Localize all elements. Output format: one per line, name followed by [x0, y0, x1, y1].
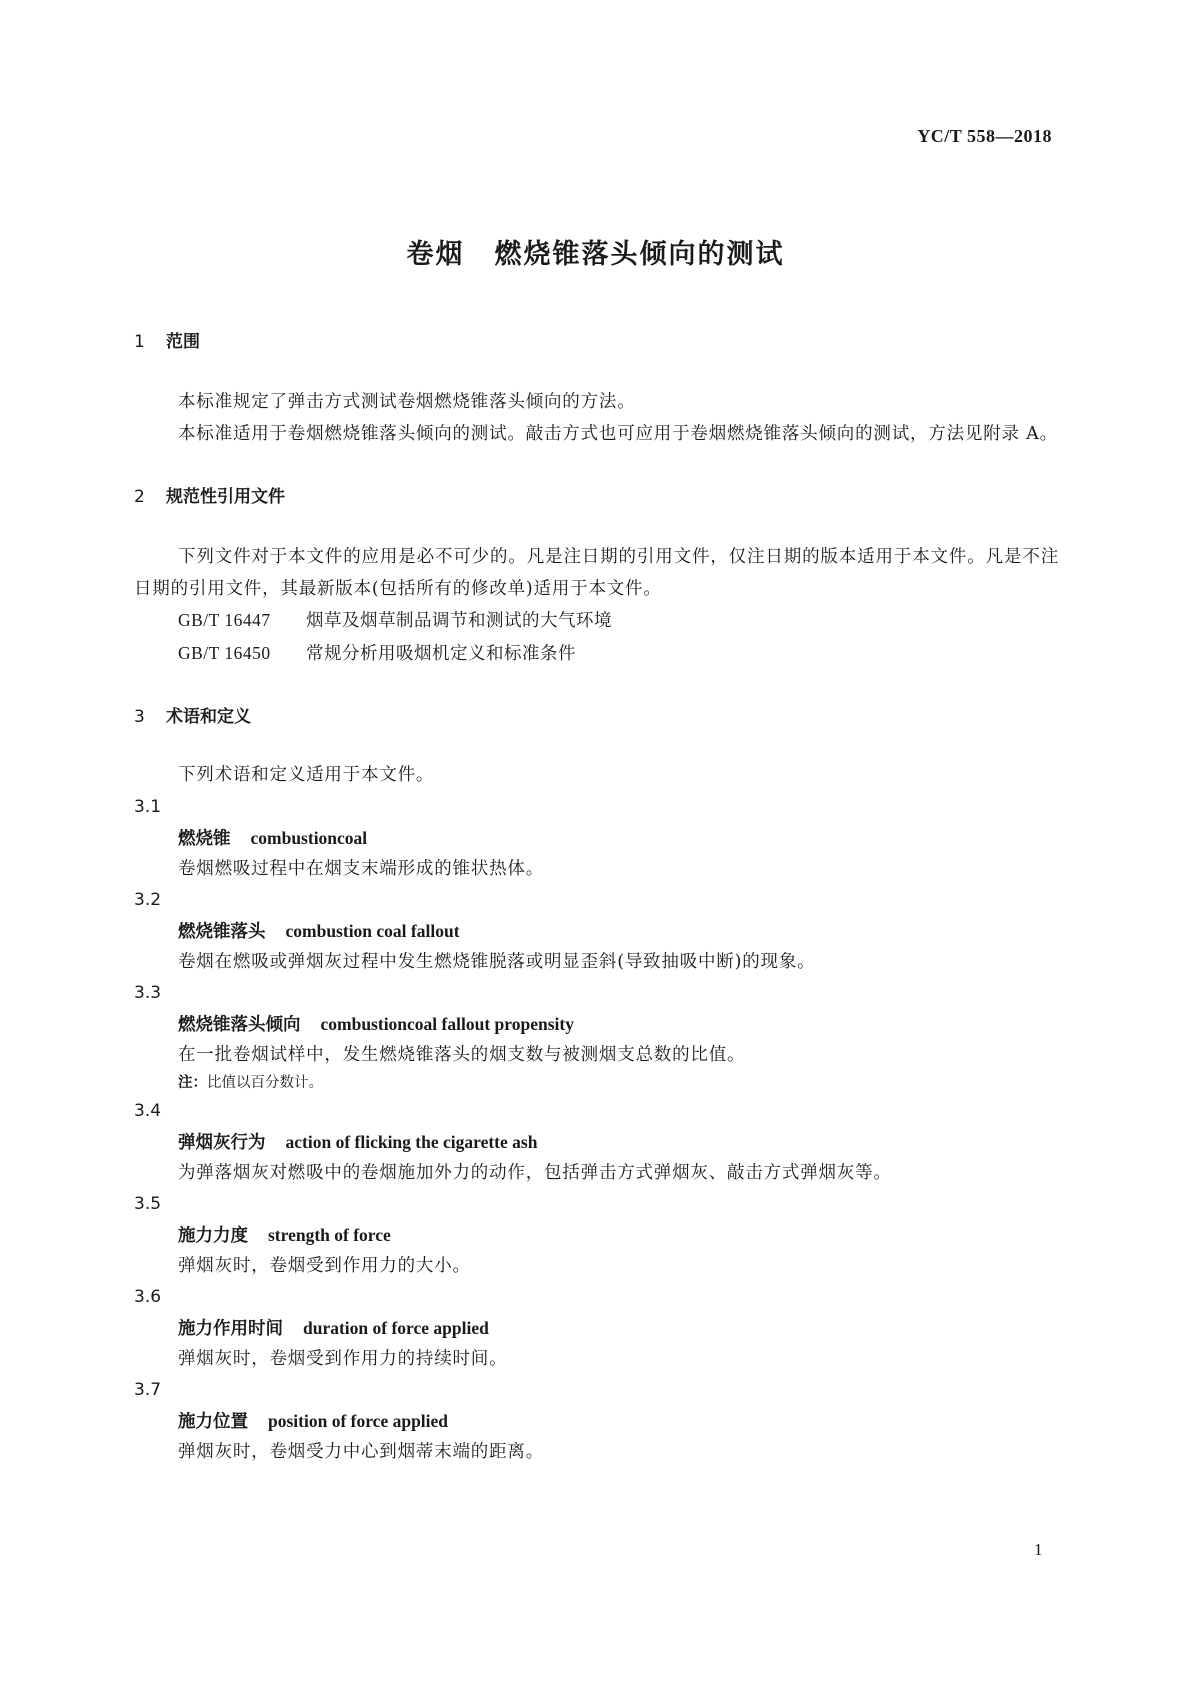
section-body-normative-references [134, 542, 1059, 670]
term-definition: 弹烟灰时，卷烟受到作用力的持续时间。 [178, 1348, 508, 1369]
term-name-en: combustioncoal fallout propensity [320, 1013, 574, 1034]
term-name [134, 1127, 1059, 1158]
reference-item [134, 638, 1059, 671]
term-name-en: strength of force [268, 1224, 391, 1245]
paragraph: 下列文件对于本文件的应用是必不可少的。凡是注日期的引用文件，仅注日期的版本适用于本文件。凡是不注日期的引用文件，其最新版本(包括所有的修改单)适用于本文件。 [134, 547, 1059, 599]
section-number: 3 [134, 707, 145, 727]
document-body [134, 330, 1059, 1468]
term-number: 3.7 [134, 1379, 162, 1400]
term-name-en: combustioncoal [250, 827, 368, 848]
title-part-1: 卷烟 [406, 239, 465, 270]
section-title: 规范性引用文件 [166, 487, 285, 507]
paragraph: 本标准适用于卷烟燃烧锥落头倾向的测试。敲击方式也可应用于卷烟燃烧锥落头倾向的测试，方法见附录 A。 [178, 423, 1058, 444]
term-number: 3.2 [134, 889, 162, 910]
term-definition: 为弹落烟灰对燃吸中的卷烟施加外力的动作，包括弹击方式弹烟灰、敲击方式弹烟灰等。 [178, 1162, 892, 1183]
section-body-terms-definitions [134, 760, 1059, 1468]
term-name-en: action of flicking the cigarette ash [285, 1131, 538, 1152]
term-name [134, 823, 1059, 854]
term-definition: 在一批卷烟试样中，发生燃烧锥落头的烟支数与被测烟支总数的比值。 [178, 1044, 746, 1065]
term-name [134, 1009, 1059, 1040]
section-title: 术语和定义 [166, 707, 251, 727]
standard-code: YC/T 558—2018 [917, 126, 1052, 146]
section-heading-terms-definitions [134, 705, 1059, 729]
term-name [134, 1406, 1059, 1437]
term-definition: 卷烟在燃吸或弹烟灰过程中发生燃烧锥脱落或明显歪斜(导致抽吸中断)的现象。 [178, 951, 816, 972]
section-heading-normative-references [134, 485, 1059, 509]
section-number: 1 [134, 332, 145, 352]
paragraph: 本标准规定了弹击方式测试卷烟燃烧锥落头倾向的方法。 [178, 392, 636, 412]
term-name-zh: 施力作用时间 [178, 1318, 283, 1339]
term-name-zh: 燃烧锥落头倾向 [178, 1014, 301, 1035]
term-name [134, 1220, 1059, 1251]
note-text: 比值以百分数计。 [207, 1074, 323, 1091]
document-title [0, 232, 1191, 271]
section-heading-scope [134, 330, 1059, 354]
term-name-en: position of force applied [268, 1410, 449, 1431]
term-name-zh: 弹烟灰行为 [178, 1132, 266, 1153]
reference-title: 烟草及烟草制品调节和测试的大气环境 [306, 611, 612, 631]
term-name-zh: 施力位置 [178, 1411, 248, 1432]
term-name [134, 916, 1059, 947]
term-name-en: combustion coal fallout [285, 920, 460, 941]
page-number: 1 [1034, 1540, 1043, 1559]
term-name-zh: 燃烧锥 [178, 828, 231, 849]
term-definition: 卷烟燃吸过程中在烟支末端形成的锥状热体。 [178, 858, 544, 879]
term-number: 3.4 [134, 1100, 162, 1121]
term-name-zh: 燃烧锥落头 [178, 921, 266, 942]
reference-code: GB/T 16447 [178, 610, 271, 630]
term-name-zh: 施力力度 [178, 1225, 248, 1246]
section-number: 2 [134, 487, 145, 507]
term-name [134, 1313, 1059, 1344]
term-number: 3.6 [134, 1286, 162, 1307]
note-label: 注： [178, 1074, 207, 1091]
paragraph: 下列术语和定义适用于本文件。 [178, 765, 435, 785]
term-note [134, 1071, 1059, 1096]
reference-title: 常规分析用吸烟机定义和标准条件 [306, 643, 576, 664]
section-title: 范围 [166, 332, 200, 352]
term-definition: 弹烟灰时，卷烟受力中心到烟蒂末端的距离。 [178, 1441, 544, 1462]
term-number: 3.5 [134, 1193, 162, 1214]
term-number: 3.1 [134, 796, 162, 817]
reference-item [134, 605, 1059, 638]
term-number: 3.3 [134, 982, 162, 1003]
term-definition: 弹烟灰时，卷烟受到作用力的大小。 [178, 1255, 471, 1276]
section-body-scope [134, 387, 1059, 450]
term-name-en: duration of force applied [303, 1317, 489, 1338]
title-part-2: 燃烧锥落头倾向的测试 [494, 239, 785, 270]
reference-code: GB/T 16450 [178, 642, 271, 663]
